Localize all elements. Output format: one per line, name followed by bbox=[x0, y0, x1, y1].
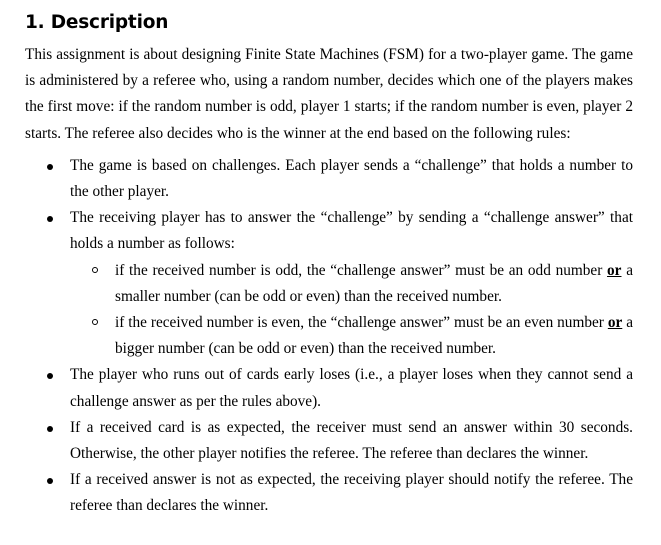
or-emphasis: or bbox=[607, 261, 622, 279]
sub-rule-even bbox=[70, 310, 633, 362]
or-emphasis: or bbox=[607, 314, 623, 332]
sub-rule-text-b: a smaller number (can be odd or even) than the received number. bbox=[115, 261, 633, 305]
bullet-icon bbox=[47, 216, 53, 222]
rule-item-answer bbox=[25, 205, 633, 362]
sub-rule-text-a: if the received number is even, the “challenge answer” must be an even number bbox=[115, 314, 604, 332]
bullet-icon bbox=[47, 426, 53, 432]
rule-item-timeout bbox=[25, 415, 633, 467]
sub-rule-odd bbox=[70, 258, 633, 310]
document-page bbox=[25, 8, 633, 520]
rule-item-challenges bbox=[25, 153, 633, 205]
sub-rules-list bbox=[70, 258, 633, 363]
bullet-icon bbox=[47, 373, 53, 379]
rule-text: If a received card is as expected, the receiver must send an answer within 30 seconds. Otherwise, the other player notifies the referee. The referee than declares the winner. bbox=[70, 418, 633, 463]
sub-rule-text-a: if the received number is odd, the “challenge answer” must be an odd number bbox=[115, 261, 603, 279]
intro-paragraph: This assignment is about designing Finite State Machines (FSM) for a two-player game. The game is administered by a referee who, using a random number, decides which one of the players makes the first move: if the random number is odd, player 1 starts; if the random number is even, player 2 starts. The referee also decides who is the winner at the end based on the following rules: bbox=[25, 46, 633, 142]
rules-list bbox=[25, 153, 633, 520]
section-heading: 1. Description bbox=[25, 12, 169, 33]
sub-rule-text bbox=[115, 258, 633, 310]
sub-rule-text bbox=[115, 310, 633, 362]
bullet-icon bbox=[47, 478, 53, 484]
bullet-icon bbox=[47, 164, 53, 170]
circle-bullet-icon bbox=[92, 319, 98, 325]
rule-item-invalid-answer bbox=[25, 467, 633, 519]
sub-rule-text-b: a bigger number (can be odd or even) than the received number. bbox=[115, 314, 634, 358]
rule-text: The player who runs out of cards early loses (i.e., a player loses when they cannot send a challenge answer as per the rules above). bbox=[70, 366, 633, 410]
rule-item-lose bbox=[25, 362, 633, 414]
rule-text: If a received answer is not as expected, the receiving player should notify the referee. The referee than declares the winner. bbox=[70, 471, 633, 515]
circle-bullet-icon bbox=[92, 267, 98, 273]
rule-text: The receiving player has to answer the “challenge” by sending a “challenge answer” that holds a number as follows: bbox=[70, 209, 633, 253]
rule-text: The game is based on challenges. Each player sends a “challenge” that holds a number to the other player. bbox=[70, 156, 633, 201]
